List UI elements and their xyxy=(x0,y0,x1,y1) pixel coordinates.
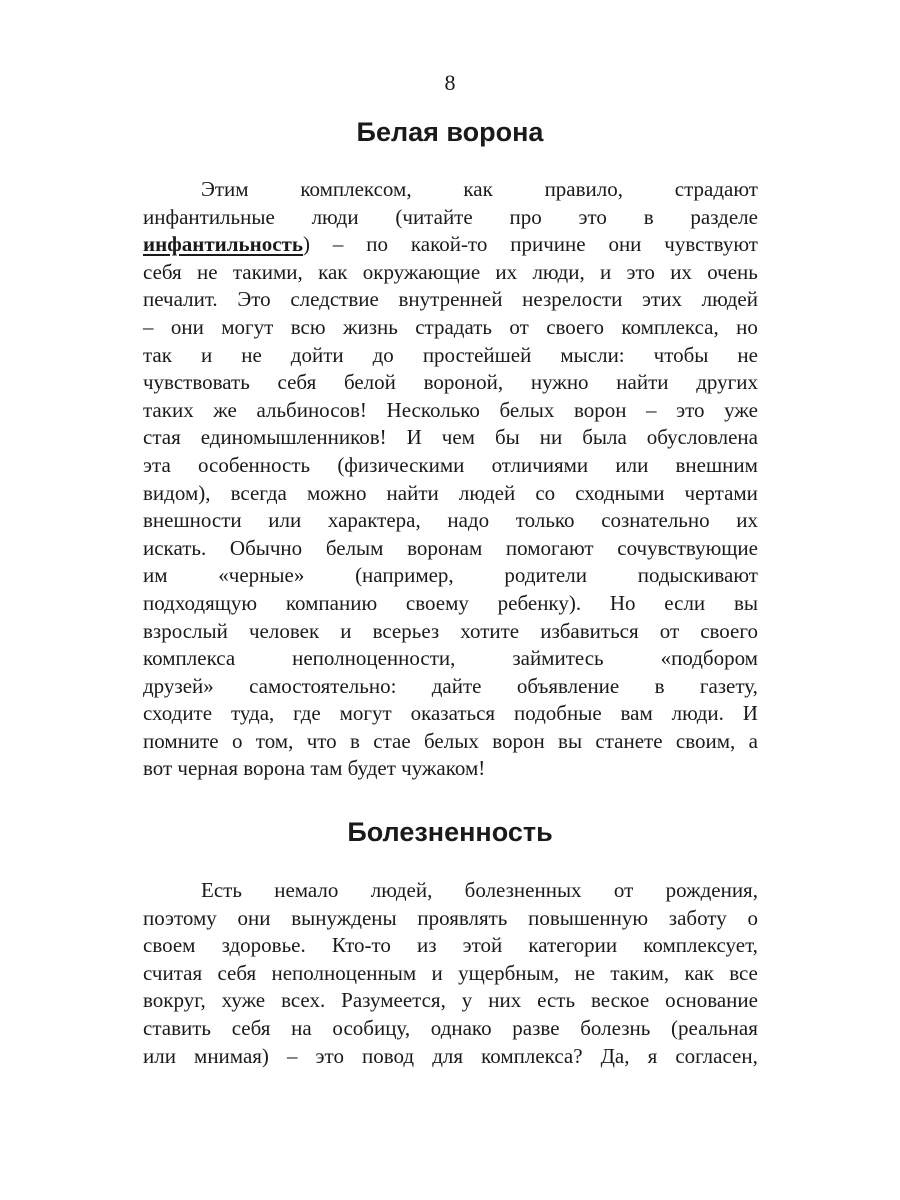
word: или xyxy=(615,452,649,477)
word: обусловлена xyxy=(646,425,758,450)
word: людей xyxy=(701,287,758,312)
text-line xyxy=(143,286,758,314)
word: это xyxy=(315,1043,344,1068)
word: мнимая) xyxy=(194,1043,269,1068)
word: основание xyxy=(665,988,758,1013)
word: какой-то xyxy=(410,232,488,257)
word: я xyxy=(647,1043,658,1068)
word: сочувствующие xyxy=(617,535,758,560)
word: вынуждены xyxy=(291,905,397,930)
word: особенность xyxy=(197,452,311,477)
word: искать. xyxy=(143,535,207,560)
word: следствие xyxy=(290,287,379,312)
text-line xyxy=(143,618,758,646)
word: И xyxy=(742,701,758,726)
word: сходите xyxy=(143,701,213,726)
word: помогают xyxy=(505,535,594,560)
word: они xyxy=(170,314,204,339)
word: это xyxy=(578,204,607,229)
word: не xyxy=(241,342,262,367)
word: мысли: xyxy=(560,342,625,367)
word: себя xyxy=(217,960,257,985)
word: жизнь xyxy=(342,314,398,339)
word: особицу, xyxy=(332,1015,411,1040)
word: согласен, xyxy=(675,1043,758,1068)
page-number: 8 xyxy=(444,70,456,95)
word: внутренней xyxy=(398,287,503,312)
word: себя xyxy=(231,1015,271,1040)
word: – xyxy=(646,397,657,422)
word: вороной, xyxy=(423,370,504,395)
word: люди. xyxy=(671,701,724,726)
word: всю xyxy=(290,314,326,339)
word: Этим xyxy=(201,177,249,201)
text-line xyxy=(143,960,758,988)
word: своему xyxy=(405,590,469,615)
word: люди xyxy=(311,204,359,229)
section-heading-sickliness: Болезненность xyxy=(347,817,553,847)
word: подыскивают xyxy=(637,563,758,588)
word: ) xyxy=(302,232,310,257)
word: своим, xyxy=(675,728,736,753)
word: – xyxy=(332,232,344,257)
section-body-white-crow xyxy=(143,176,758,783)
text-line xyxy=(143,231,758,259)
word: такими, xyxy=(232,259,303,284)
word: единомышленников! xyxy=(200,425,387,450)
word: себя xyxy=(277,370,317,395)
word: повод xyxy=(362,1043,415,1068)
word: ущербным, xyxy=(458,960,560,985)
word: комплексует, xyxy=(643,933,758,958)
word: всерьез xyxy=(372,618,440,643)
word: это xyxy=(676,397,705,422)
text-line xyxy=(143,314,758,342)
word: бы xyxy=(494,425,520,450)
word: со xyxy=(535,480,556,505)
word: чувствуют xyxy=(664,232,758,257)
text-line xyxy=(143,204,758,232)
word: от xyxy=(509,314,529,339)
word: неполноценным xyxy=(271,960,417,985)
text-line xyxy=(143,673,758,701)
word: где xyxy=(293,701,321,726)
word: ставить xyxy=(143,1015,211,1040)
word: Разумеется, xyxy=(341,988,446,1013)
word: (физическими xyxy=(337,452,465,477)
word: могут xyxy=(221,314,274,339)
text-line xyxy=(143,590,758,618)
word: внешним xyxy=(675,452,758,477)
word: о xyxy=(747,905,758,930)
word: «черные» xyxy=(218,563,305,588)
word: людей xyxy=(458,480,516,505)
word: (реальная xyxy=(671,1015,758,1040)
word: как xyxy=(463,177,493,201)
word: все xyxy=(729,960,758,985)
word: надо xyxy=(447,508,490,533)
word: не xyxy=(574,960,596,985)
word: ворон xyxy=(492,728,545,753)
word: незрелости xyxy=(522,287,623,312)
text-line xyxy=(143,342,758,370)
word: этой xyxy=(462,933,503,958)
word: немало xyxy=(274,878,339,902)
word: эта xyxy=(143,452,171,477)
word: заботу xyxy=(668,905,727,930)
word: таких xyxy=(143,397,194,422)
word: в xyxy=(643,204,654,229)
word: Кто-то xyxy=(331,933,391,958)
word: их xyxy=(495,259,518,284)
word: что xyxy=(306,728,337,753)
word: подобные xyxy=(513,701,602,726)
word: друзей» xyxy=(143,673,214,698)
text-line xyxy=(143,397,758,425)
text-line xyxy=(143,176,758,204)
text-line xyxy=(143,452,758,480)
word: очень xyxy=(707,259,758,284)
word: в xyxy=(654,673,665,698)
word: подходящую xyxy=(143,590,258,615)
text-line xyxy=(143,535,758,563)
word: вы xyxy=(558,728,583,753)
word: хуже xyxy=(221,988,266,1013)
word: компанию xyxy=(285,590,378,615)
word: и xyxy=(431,960,443,985)
word: помните xyxy=(143,728,219,753)
word: всех. xyxy=(281,988,326,1013)
word: рождения, xyxy=(665,878,758,902)
word: и xyxy=(200,342,213,367)
word: только xyxy=(515,508,575,533)
word: как xyxy=(684,960,714,985)
word: про xyxy=(509,204,542,229)
word: внешности xyxy=(143,508,242,533)
word: от xyxy=(613,878,634,902)
word: или xyxy=(143,1043,176,1068)
word: белым xyxy=(325,535,384,560)
word: разве xyxy=(512,1015,560,1040)
word: вокруг, xyxy=(143,988,206,1013)
word: в xyxy=(350,728,360,753)
word: вы xyxy=(733,590,758,615)
word: сознательно xyxy=(601,508,710,533)
word: дайте xyxy=(431,673,482,698)
word: здоровье. xyxy=(221,933,306,958)
text-line xyxy=(143,987,758,1015)
word: страдают xyxy=(674,177,758,201)
word: чертами xyxy=(684,480,758,505)
text-line xyxy=(143,1015,758,1043)
word: если xyxy=(664,590,706,615)
word: займитесь xyxy=(512,646,604,671)
word: комплекса xyxy=(143,646,236,671)
word: Это xyxy=(237,287,271,312)
word: категории xyxy=(528,933,618,958)
word: своем xyxy=(143,933,196,958)
word: (читайте xyxy=(395,204,473,229)
word: Но xyxy=(609,590,636,615)
word: уже xyxy=(724,397,758,422)
word: том, xyxy=(255,728,294,753)
word: своего xyxy=(546,314,604,339)
text-line xyxy=(143,905,758,933)
word: они xyxy=(237,905,271,930)
text-line xyxy=(143,700,758,728)
word: белой xyxy=(343,370,396,395)
word: людей, xyxy=(370,878,433,902)
text-line xyxy=(143,369,758,397)
word: чтобы xyxy=(653,342,709,367)
word: туда, xyxy=(230,701,275,726)
word: это xyxy=(626,259,655,284)
word: страдать xyxy=(415,314,492,339)
word: стая xyxy=(143,425,181,450)
word: хотите xyxy=(460,618,520,643)
word: и xyxy=(599,259,612,284)
section-heading-white-crow: Белая ворона xyxy=(356,117,544,147)
word: чувствовать xyxy=(143,370,250,395)
word: им xyxy=(143,563,168,588)
word: по xyxy=(366,232,388,257)
word: так xyxy=(143,342,172,367)
word: от xyxy=(659,618,680,643)
text-line xyxy=(143,507,758,535)
word: ворон xyxy=(573,397,627,422)
word: из xyxy=(416,933,437,958)
word: отличиями xyxy=(491,452,589,477)
word: комплексом, xyxy=(300,177,412,201)
word: И xyxy=(406,425,422,450)
word: найти xyxy=(386,480,439,505)
word: ребенку). xyxy=(497,590,582,615)
word: альбиносов! xyxy=(256,397,367,422)
word: стае xyxy=(373,728,411,753)
word: однако xyxy=(430,1015,492,1040)
word: себя xyxy=(143,259,182,284)
word: комплекса? xyxy=(481,1043,583,1068)
word: вот черная ворона там будет чужаком! xyxy=(143,756,486,781)
link-infantility[interactable]: инфантильность xyxy=(143,232,303,257)
word: люди, xyxy=(532,259,585,284)
section-body-sickliness xyxy=(143,877,758,1070)
word: простейшей xyxy=(422,342,532,367)
word: станете xyxy=(595,728,663,753)
word: болезнь xyxy=(580,1015,651,1040)
word: белых xyxy=(499,397,555,422)
word: сходными xyxy=(575,480,665,505)
word: можно xyxy=(306,480,367,505)
word: белых xyxy=(424,728,479,753)
text-line xyxy=(143,424,758,452)
word: проявлять xyxy=(417,905,508,930)
word: их xyxy=(736,508,758,533)
word: печалит. xyxy=(143,287,218,312)
word: причине xyxy=(510,232,586,257)
word: видом), xyxy=(143,480,211,505)
word: дойти xyxy=(290,342,344,367)
word: болезненных xyxy=(464,878,582,902)
word: была xyxy=(582,425,627,450)
word: для xyxy=(432,1043,464,1068)
word: или xyxy=(268,508,302,533)
text-line xyxy=(143,877,758,905)
word: поэтому xyxy=(143,905,217,930)
word: у xyxy=(461,988,473,1013)
word: объявление xyxy=(516,673,620,698)
word: газету, xyxy=(699,673,758,698)
word: комплекса, xyxy=(621,314,719,339)
word: характера, xyxy=(327,508,421,533)
word: нужно xyxy=(530,370,589,395)
word: на xyxy=(291,1015,312,1040)
word: есть xyxy=(537,988,576,1013)
word: «подбором xyxy=(660,646,758,671)
word: (например, xyxy=(355,563,454,588)
word: но xyxy=(736,314,758,339)
word: разделе xyxy=(690,204,758,229)
word: а xyxy=(748,728,758,753)
word: ни xyxy=(539,425,563,450)
text-line xyxy=(143,480,758,508)
word: же xyxy=(213,397,237,422)
word: таким, xyxy=(610,960,670,985)
word: не xyxy=(196,259,218,284)
word: до xyxy=(372,342,394,367)
word: избавиться xyxy=(540,618,639,643)
word: оказаться xyxy=(410,701,496,726)
word: не xyxy=(737,342,758,367)
word: них xyxy=(488,988,522,1013)
word: своего xyxy=(700,618,758,643)
word: их xyxy=(670,259,692,284)
word: и xyxy=(340,618,352,643)
word: этих xyxy=(642,287,682,312)
word: воронам xyxy=(407,535,483,560)
text-line xyxy=(143,645,758,673)
word: – xyxy=(143,314,154,339)
word: самостоятельно: xyxy=(249,673,397,698)
word: чем xyxy=(441,425,475,450)
word: инфантильные xyxy=(143,204,275,229)
text-line xyxy=(143,562,758,590)
word: могут xyxy=(339,701,392,726)
word: всегда xyxy=(230,480,287,505)
word: Обычно xyxy=(229,535,303,560)
text-line xyxy=(143,259,758,287)
word: о xyxy=(231,728,243,753)
word: неполноценности, xyxy=(292,646,456,671)
text-line xyxy=(143,932,758,960)
word: найти xyxy=(616,370,669,395)
term-group xyxy=(143,231,310,259)
word: правило, xyxy=(544,177,624,201)
word: как xyxy=(318,259,348,284)
word: взрослый xyxy=(143,618,228,643)
word: вам xyxy=(620,701,653,726)
word: – xyxy=(286,1043,298,1068)
word: других xyxy=(696,370,758,395)
text-line xyxy=(143,728,758,756)
word: Есть xyxy=(201,878,242,902)
word: родители xyxy=(504,563,587,588)
word: они xyxy=(608,232,642,257)
word: считая xyxy=(143,960,203,985)
text-line xyxy=(143,755,758,783)
word: человек xyxy=(248,618,320,643)
word: Несколько xyxy=(386,397,480,422)
word: повышенную xyxy=(528,905,649,930)
word: веское xyxy=(591,988,650,1013)
word: окружающие xyxy=(362,259,481,284)
text-line xyxy=(143,1043,758,1071)
word: Да, xyxy=(600,1043,630,1068)
